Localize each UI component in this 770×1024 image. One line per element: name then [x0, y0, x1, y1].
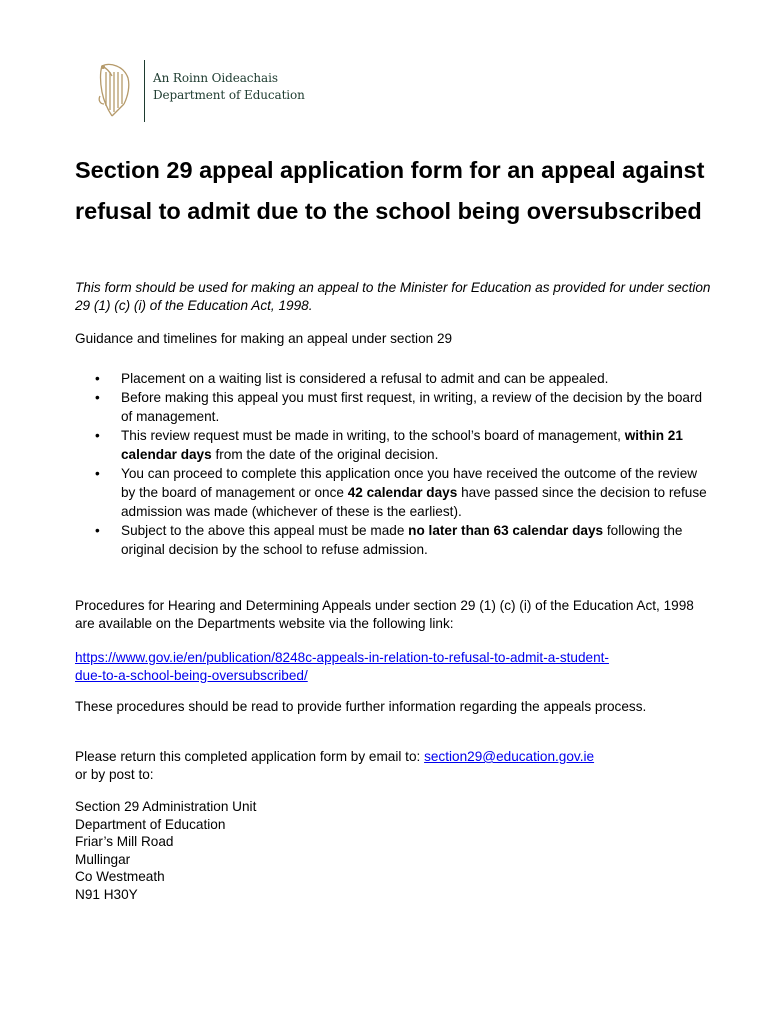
address-line: N91 H30Y — [75, 886, 138, 902]
department-logo — [94, 60, 305, 122]
deadline-21-days: within 21 calendar days — [121, 428, 683, 462]
address-line: Department of Education — [75, 816, 226, 832]
guidance-list — [75, 369, 715, 559]
address-line: Mullingar — [75, 851, 131, 867]
procedures-text: Procedures for Hearing and Determining Appeals under section 29 (1) (c) (i) of the Education Act, 1998 are available on the Departments website via the following link: — [75, 598, 694, 631]
intro-text: This form should be used for making an appeal to the Minister for Education as provided for under section 29 (1) (c) (i) of the Education Act, 1998. — [75, 280, 711, 313]
page-title: Section 29 appeal application form for an appeal against refusal to admit due to the school being oversubscribed — [75, 157, 705, 224]
return-instructions: Please return this completed application form by email to: section29@education.gov.ie or by post to: — [75, 749, 595, 782]
address-line: Friar’s Mill Road — [75, 834, 174, 849]
logo-divider — [144, 60, 145, 122]
list-item: • You can proceed to complete this application once you have received the outcome of the review by the board of management or once 42 calendar days have passed since the decision to refuse admission was made (whichever of these is the earliest). — [75, 464, 715, 521]
list-item: • Subject to the above this appeal must be made no later than 63 calendar days following the original decision by the school to refuse admission. — [75, 521, 715, 559]
address-line: Co Westmeath — [75, 869, 165, 884]
logo-english-name: Department of Education — [153, 88, 305, 102]
logo-irish-name: An Roinn Oideachais — [153, 71, 278, 85]
harp-icon — [94, 60, 134, 118]
logo-text — [153, 60, 305, 104]
read-note: These procedures should be read to provide further information regarding the appeals process. — [75, 699, 647, 714]
deadline-63-days: no later than 63 calendar days — [408, 523, 604, 538]
list-item: • Before making this appeal you must first request, in writing, a review of the decision by the board of management. — [75, 388, 715, 426]
procedures-link-paragraph — [75, 649, 715, 684]
guidance-heading: Guidance and timelines for making an appeal under section 29 — [75, 331, 453, 346]
list-item: • This review request must be made in writing, to the school’s board of management, within 21 calendar days from the date of the original decision. — [75, 426, 715, 464]
email-link[interactable]: section29@education.gov.ie — [424, 749, 595, 764]
address-line: Section 29 Administration Unit — [75, 799, 257, 814]
deadline-42-days: 42 calendar days — [347, 485, 458, 500]
procedures-link[interactable]: https://www.gov.ie/en/publication/8248c-appeals-in-relation-to-refusal-to-admit-a-student- due-to-a-school-being-oversubscribed/ — [75, 650, 609, 683]
list-item: • Placement on a waiting list is considered a refusal to admit and can be appealed. — [75, 369, 715, 388]
postal-address — [75, 798, 715, 903]
